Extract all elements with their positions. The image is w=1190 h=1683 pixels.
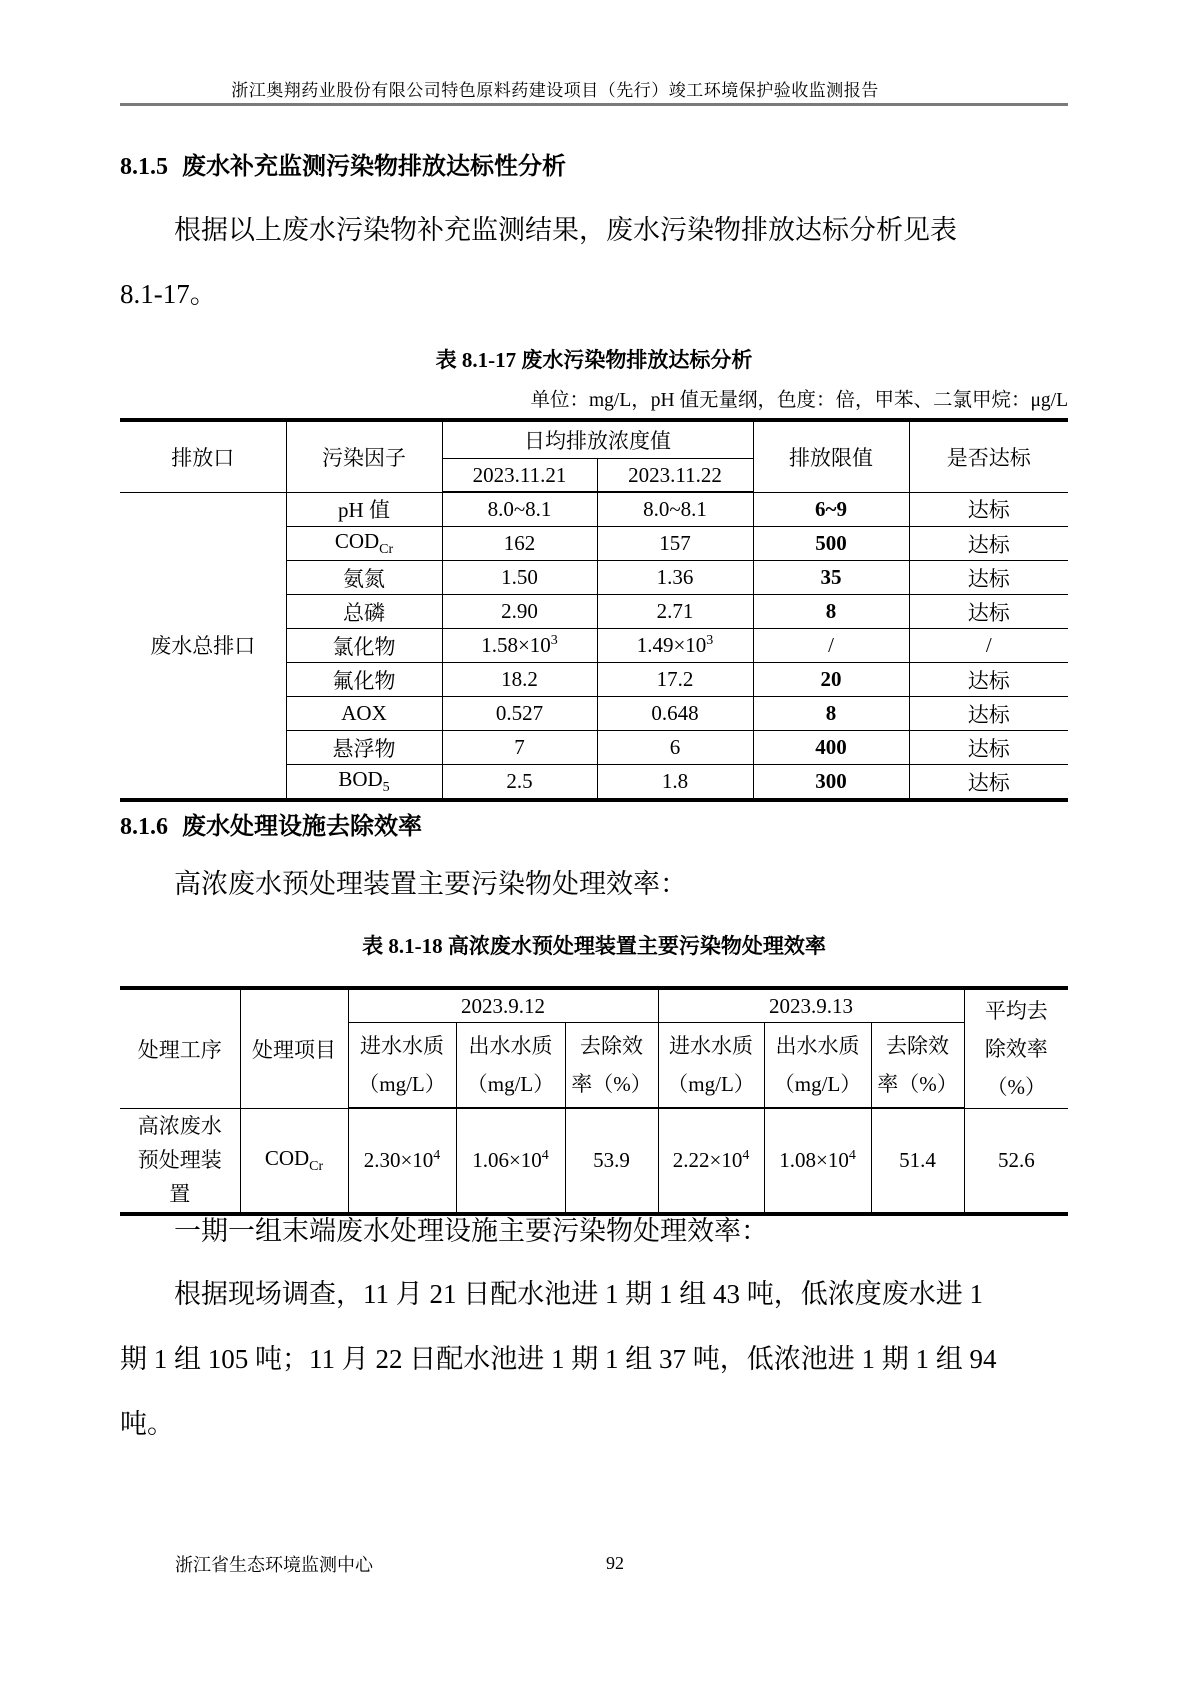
limit-cell: 20 — [753, 663, 909, 697]
factor-base: BOD — [338, 766, 383, 791]
col-header-influent: 进水水质 （mg/L） — [658, 1023, 764, 1109]
factor-subscript: 5 — [382, 780, 390, 796]
table-row — [120, 1108, 1068, 1214]
value-cell: 2.5 — [442, 765, 597, 801]
value-base: 1.06×10 — [472, 1148, 542, 1172]
process-cell: 高浓废水 预处理装 置 — [120, 1108, 240, 1214]
item-base: COD — [264, 1145, 310, 1170]
compliance-cell: 达标 — [909, 731, 1068, 765]
section-number: 8.1.5 — [120, 154, 168, 180]
col-header-avg-removal: 平均去 除效率 （%） — [964, 988, 1068, 1108]
limit-cell: 35 — [753, 561, 909, 595]
wastewater-compliance-table — [120, 418, 1068, 802]
unit-note: 单位：mg/L，pH 值无量纲，色度：倍，甲苯、二氯甲烷：μg/L — [530, 390, 1068, 411]
value-cell — [456, 1108, 565, 1214]
paragraph-pretreatment: 高浓废水预处理装置主要污染物处理效率： — [174, 869, 687, 899]
value-superscript: 3 — [706, 633, 714, 648]
col-header-item: 处理项目 — [240, 988, 348, 1108]
value-cell — [764, 1108, 871, 1214]
col-header-compliance: 是否达标 — [909, 420, 1068, 492]
value-base: 1.49×10 — [636, 633, 707, 657]
section-title: 废水处理设施去除效率 — [182, 814, 422, 840]
value-cell — [597, 629, 753, 663]
footer-page-number: 92 — [606, 1553, 624, 1573]
value-superscript: 4 — [541, 1148, 549, 1163]
value-base: 1.58×10 — [481, 633, 551, 657]
col-header-outlet: 排放口 — [120, 420, 286, 492]
value-cell — [658, 1108, 764, 1214]
col-header-influent: 进水水质 （mg/L） — [348, 1023, 456, 1109]
value-cell: 157 — [597, 527, 753, 561]
table-8-1-18-caption: 表 8.1-18 高浓废水预处理装置主要污染物处理效率 — [362, 934, 826, 958]
col-header-removal: 去除效 率（%） — [871, 1023, 964, 1109]
factor-cell: 氟化物 — [286, 663, 442, 697]
table-row — [120, 492, 1068, 527]
factor-base: COD — [334, 528, 380, 553]
item-cell — [240, 1108, 348, 1214]
limit-cell: 500 — [753, 527, 909, 561]
compliance-cell: 达标 — [909, 765, 1068, 801]
value-cell: 0.648 — [597, 697, 753, 731]
value-cell: 18.2 — [442, 663, 597, 697]
factor-cell — [286, 527, 442, 561]
outlet-cell: 废水总排口 — [120, 492, 286, 800]
compliance-cell: 达标 — [909, 492, 1068, 527]
value-cell: 51.4 — [871, 1108, 964, 1214]
paragraph-intro: 根据以上废水污染物补充监测结果，废水污染物排放达标分析见表 8.1-17。 — [120, 215, 957, 309]
factor-cell: 氯化物 — [286, 629, 442, 663]
section-number: 8.1.6 — [120, 814, 168, 840]
pretreatment-efficiency-table — [120, 986, 1068, 1216]
value-base: 1.08×10 — [779, 1148, 849, 1172]
value-superscript: 3 — [550, 633, 558, 648]
compliance-cell: 达标 — [909, 561, 1068, 595]
value-cell: 0.527 — [442, 697, 597, 731]
avg-removal-cell: 52.6 — [964, 1108, 1068, 1214]
col-header-factor: 污染因子 — [286, 420, 442, 492]
value-cell: 8.0~8.1 — [442, 492, 597, 527]
table-8-1-17-caption: 表 8.1-17 废水污染物排放达标分析 — [435, 348, 753, 372]
col-header-date1: 2023.9.12 — [348, 988, 658, 1023]
value-superscript: 4 — [433, 1148, 441, 1163]
col-header-daily-avg: 日均排放浓度值 — [442, 420, 753, 459]
compliance-cell: 达标 — [909, 663, 1068, 697]
value-base: 2.30×10 — [363, 1148, 434, 1172]
value-cell: 6 — [597, 731, 753, 765]
item-subscript: Cr — [309, 1158, 324, 1174]
compliance-cell: 达标 — [909, 527, 1068, 561]
value-base: 2.22×10 — [672, 1148, 743, 1172]
value-cell: 7 — [442, 731, 597, 765]
col-header-effluent: 出水水质 （mg/L） — [456, 1023, 565, 1109]
compliance-cell: 达标 — [909, 595, 1068, 629]
paragraph-survey: 根据现场调查，11 月 21 日配水池进 1 期 1 组 43 吨，低浓度废水进 1 期 1 组 105 吨；11 月 22 日配水池进 1 期 1 组 37 吨，低浓池进 1 期 1 组 94 吨。 — [120, 1279, 997, 1439]
paragraph-terminal-treatment: 一期一组末端废水处理设施主要污染物处理效率： — [174, 1216, 768, 1246]
value-cell: 1.36 — [597, 561, 753, 595]
col-header-date2: 2023.11.22 — [597, 459, 753, 493]
factor-cell: AOX — [286, 697, 442, 731]
col-header-limit: 排放限值 — [753, 420, 909, 492]
value-cell — [442, 629, 597, 663]
limit-cell: 8 — [753, 697, 909, 731]
factor-subscript: Cr — [379, 542, 394, 558]
value-superscript: 4 — [848, 1148, 856, 1163]
col-header-date1: 2023.11.21 — [442, 459, 597, 493]
value-cell: 8.0~8.1 — [597, 492, 753, 527]
factor-cell — [286, 765, 442, 801]
col-header-process: 处理工序 — [120, 988, 240, 1108]
limit-cell: 6~9 — [753, 492, 909, 527]
col-header-removal: 去除效 率（%） — [565, 1023, 658, 1109]
value-superscript: 4 — [742, 1148, 750, 1163]
compliance-cell: / — [909, 629, 1068, 663]
value-cell: 2.71 — [597, 595, 753, 629]
limit-cell: 8 — [753, 595, 909, 629]
value-cell: 1.50 — [442, 561, 597, 595]
section-heading-8-1-5 — [120, 146, 1068, 181]
value-cell — [348, 1108, 456, 1214]
col-header-date2: 2023.9.13 — [658, 988, 964, 1023]
value-cell: 1.8 — [597, 765, 753, 801]
limit-cell: / — [753, 629, 909, 663]
value-cell: 2.90 — [442, 595, 597, 629]
factor-cell: 总磷 — [286, 595, 442, 629]
page-header-title: 浙江奥翔药业股份有限公司特色原料药建设项目（先行）竣工环境保护验收监测报告 — [231, 81, 879, 100]
section-title: 废水补充监测污染物排放达标性分析 — [182, 154, 566, 180]
value-cell: 162 — [442, 527, 597, 561]
limit-cell: 300 — [753, 765, 909, 801]
section-heading-8-1-6 — [120, 806, 1068, 841]
header-rule — [120, 103, 1068, 106]
factor-cell: pH 值 — [286, 492, 442, 527]
factor-cell: 悬浮物 — [286, 731, 442, 765]
value-cell: 53.9 — [565, 1108, 658, 1214]
compliance-cell: 达标 — [909, 697, 1068, 731]
footer-organization: 浙江省生态环境监测中心 — [175, 1555, 373, 1575]
col-header-effluent: 出水水质 （mg/L） — [764, 1023, 871, 1109]
factor-cell: 氨氮 — [286, 561, 442, 595]
value-cell: 17.2 — [597, 663, 753, 697]
limit-cell: 400 — [753, 731, 909, 765]
